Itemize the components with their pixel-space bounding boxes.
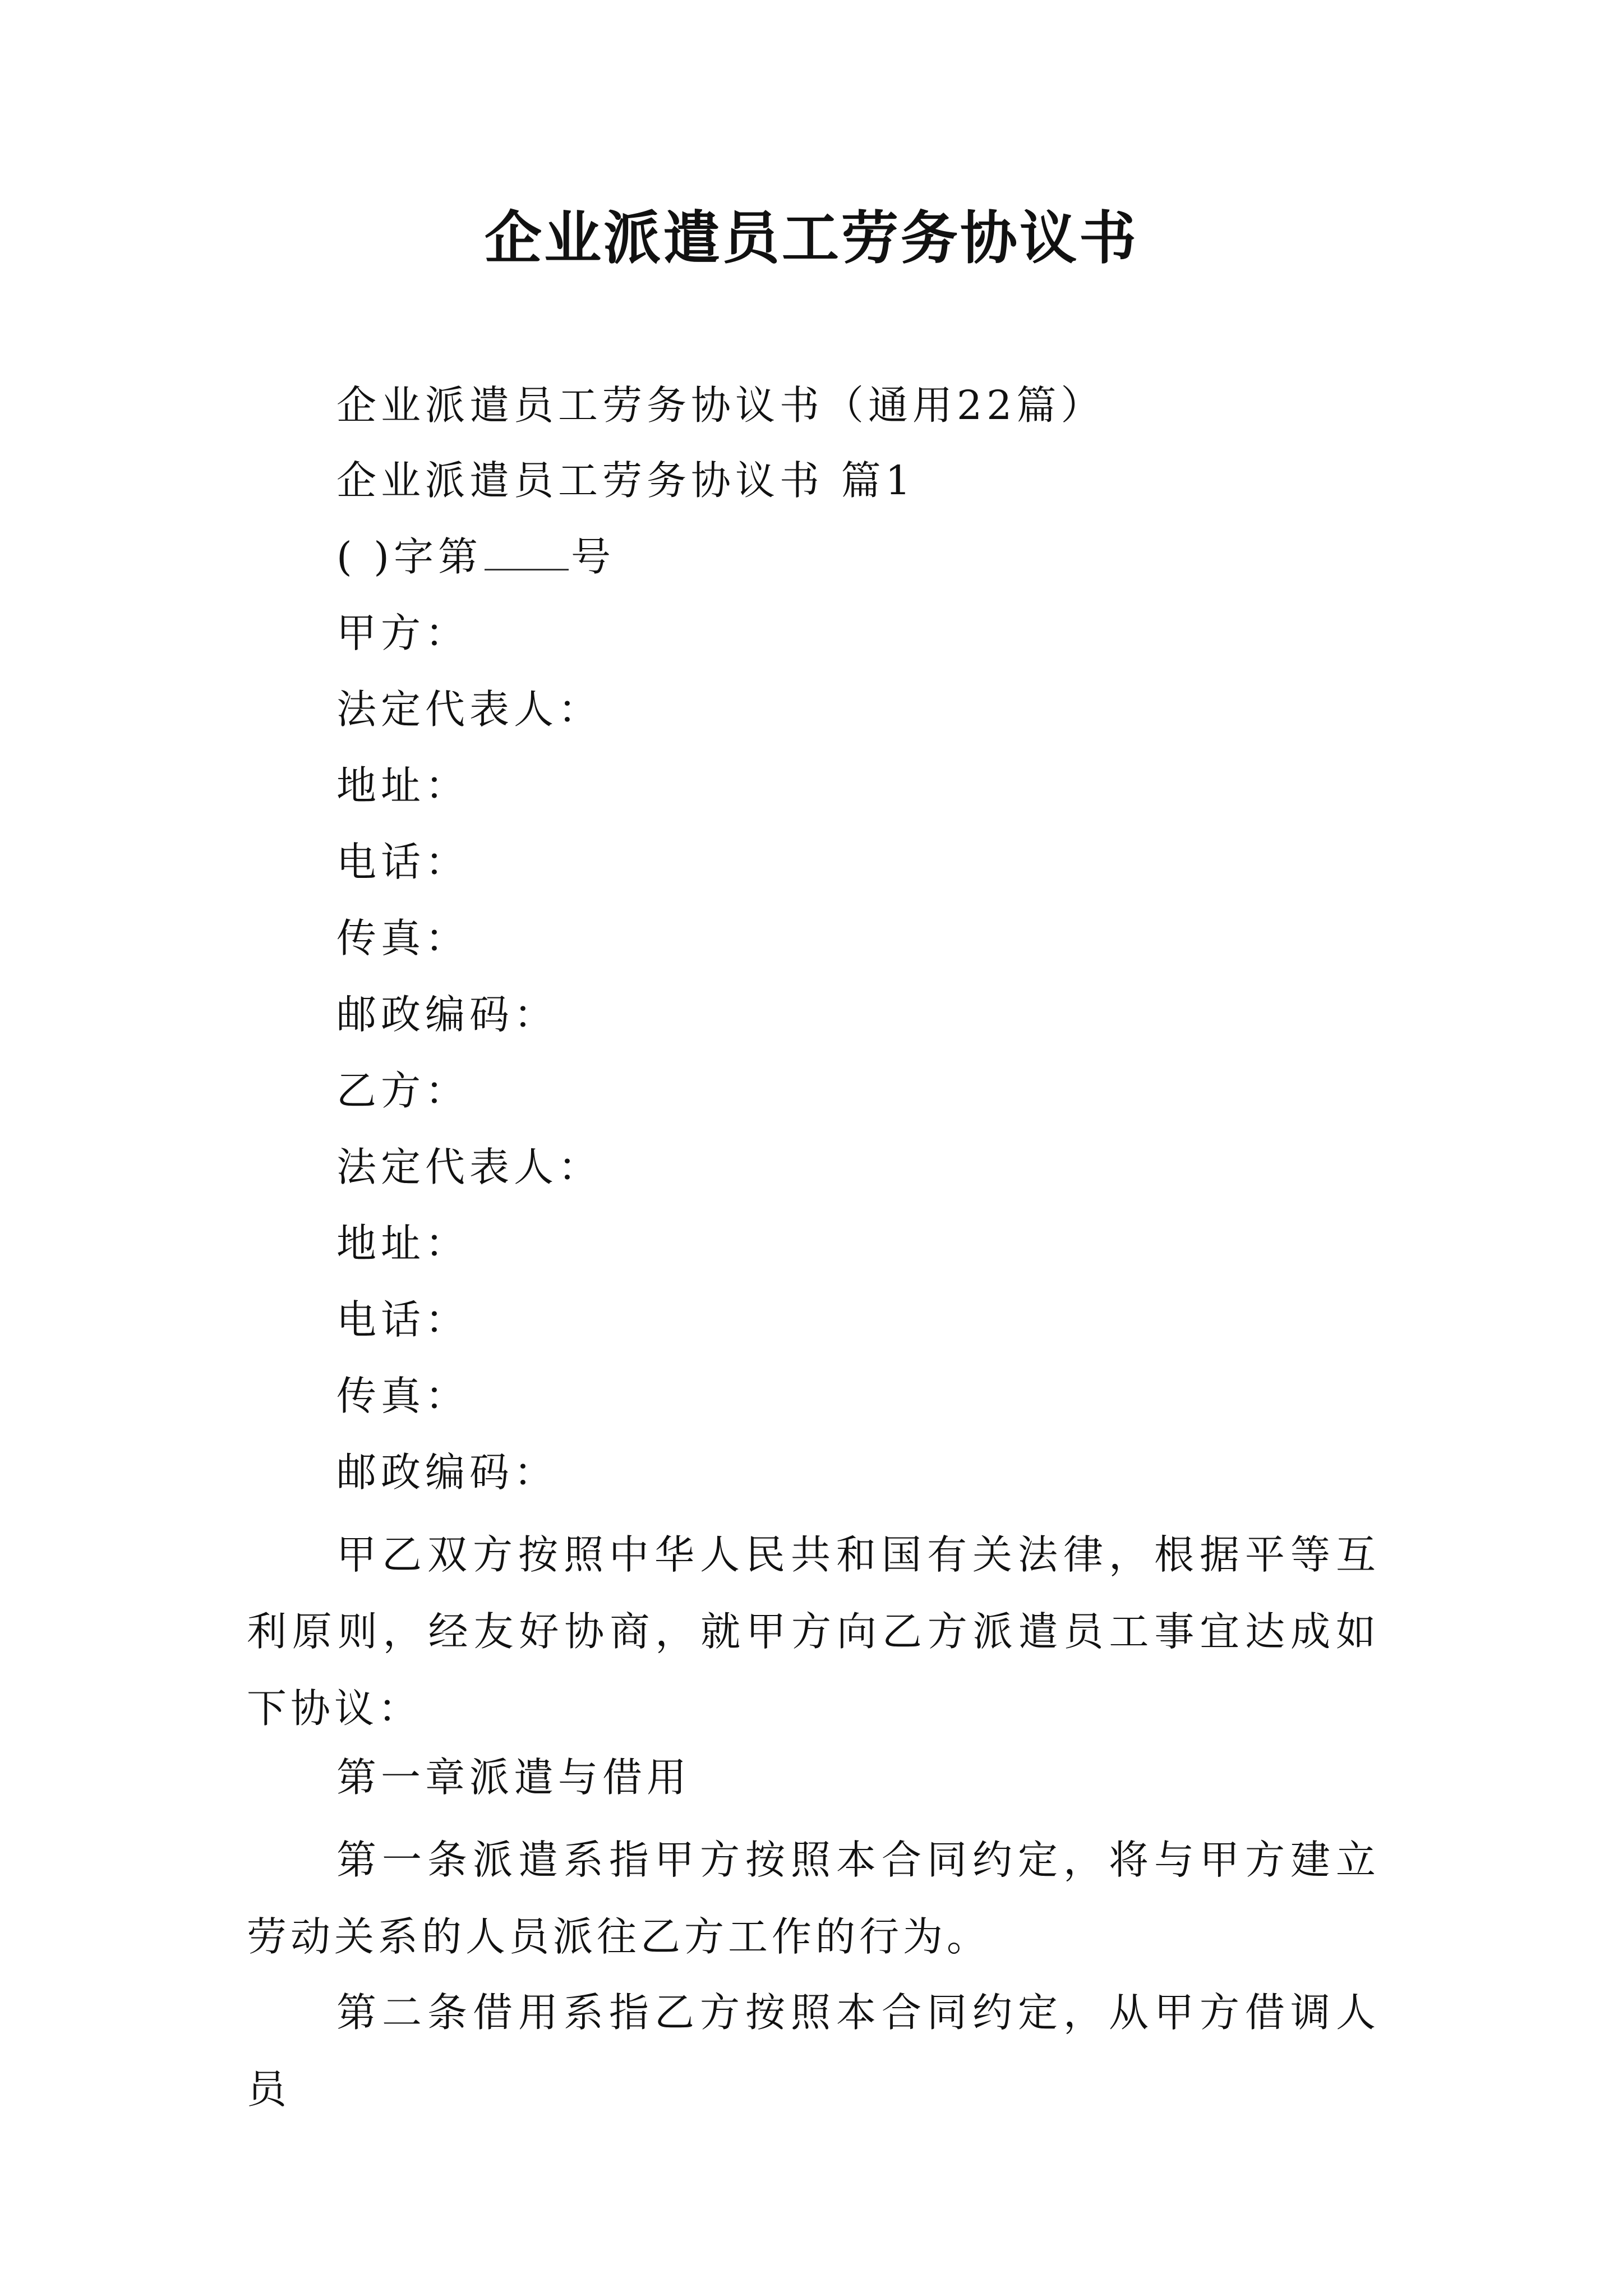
party-b-address: 地址： xyxy=(336,1220,470,1267)
party-a-label: 甲方： xyxy=(336,610,470,656)
preamble-paragraph: 甲乙双方按照中华人民共和国有关法律，根据平等互利原则，经友好协商，就甲方向乙方派遣员工事宜达成如下协议： xyxy=(247,1531,1380,1732)
party-b-postal-code: 邮政编码： xyxy=(336,1449,559,1496)
party-a-fax: 传真： xyxy=(336,915,470,961)
document-title: 企业派遣员工劳务协议书 xyxy=(485,205,1138,272)
party-b-phone: 电话： xyxy=(336,1296,470,1343)
party-b-fax: 传真： xyxy=(336,1373,470,1419)
document-number-suffix: 号 xyxy=(570,533,615,580)
party-a-postal-code: 邮政编码： xyxy=(336,991,559,1038)
chapter-1-heading: 第一章派遣与借用 xyxy=(336,1754,691,1801)
party-b-legal-rep: 法定代表人： xyxy=(336,1144,603,1190)
section-heading: 企业派遣员工劳务协议书 篇1 xyxy=(336,457,915,504)
party-a-phone: 电话： xyxy=(336,839,470,885)
document-subtitle: 企业派遣员工劳务协议书（通用22篇） xyxy=(336,382,1105,429)
document-number-blank xyxy=(485,535,569,570)
document-number-line xyxy=(336,532,615,582)
article-2-paragraph: 第二条借用系指乙方按照本合同约定，从甲方借调人员 xyxy=(247,1989,1380,2113)
party-a-legal-rep: 法定代表人： xyxy=(336,686,603,733)
party-b-label: 乙方： xyxy=(336,1068,470,1114)
party-a-address: 地址： xyxy=(336,762,470,809)
document-number-prefix: ( )字第 xyxy=(336,533,482,580)
article-1-paragraph: 第一条派遣系指甲方按照本合同约定，将与甲方建立劳动关系的人员派往乙方工作的行为。 xyxy=(247,1837,1380,1960)
